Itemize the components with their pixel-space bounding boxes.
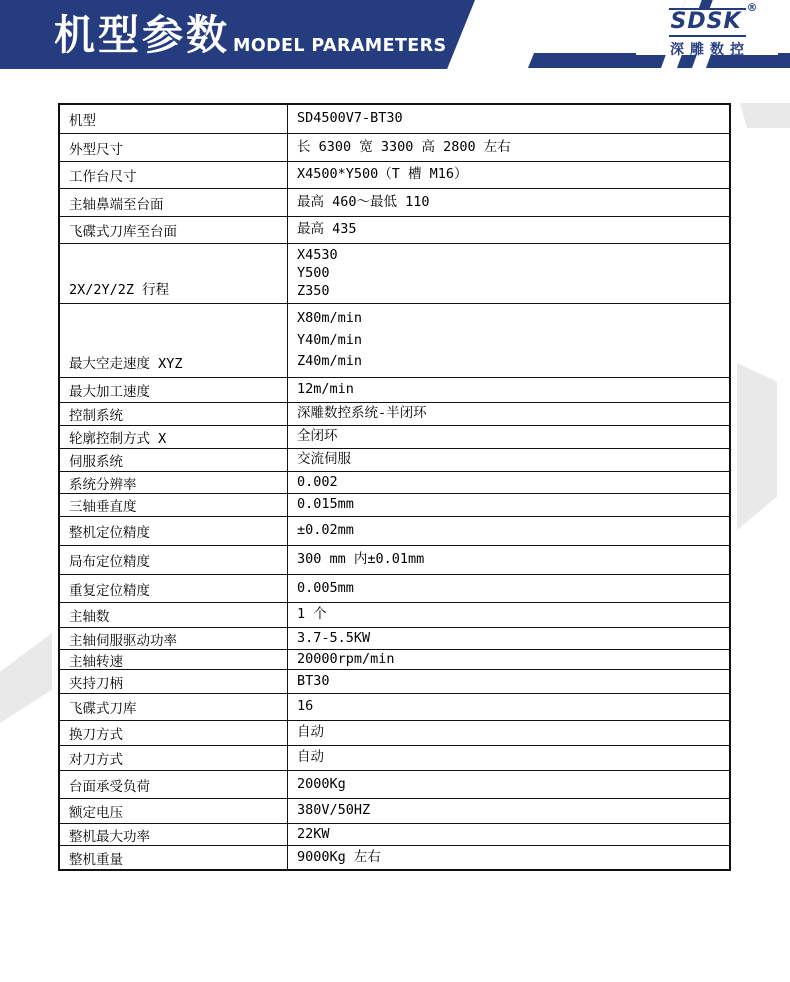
row-value [288, 771, 729, 798]
row-label: 换刀方式 [60, 721, 288, 745]
row-value-line: 12m/min [297, 381, 354, 398]
table-row [60, 628, 729, 650]
row-label: 主轴伺服驱动功率 [60, 628, 288, 649]
table-row [60, 846, 729, 869]
row-label: 三轴垂直度 [60, 494, 288, 516]
row-value [288, 650, 729, 669]
table-row [60, 105, 729, 134]
row-label: 系统分辨率 [60, 472, 288, 493]
row-value-line: 0.002 [297, 473, 338, 490]
table-row [60, 517, 729, 546]
table-row [60, 603, 729, 628]
brand-bar-shape [528, 53, 790, 68]
row-label: 飞碟式刀库至台面 [60, 217, 288, 243]
decor-chevron-right-icon [737, 363, 777, 530]
row-value-line: 最高 435 [297, 221, 357, 238]
table-row [60, 746, 729, 771]
row-label: 最大加工速度 [60, 378, 288, 402]
row-value-line: Y500 [297, 264, 330, 281]
table-row [60, 799, 729, 824]
row-value [288, 162, 729, 188]
row-value [288, 217, 729, 243]
table-row [60, 449, 729, 472]
row-value [288, 603, 729, 627]
table-row [60, 162, 729, 189]
row-value-line: 16 [297, 698, 314, 715]
row-label: 夹持刀柄 [60, 670, 288, 693]
table-row [60, 134, 729, 162]
table-row [60, 824, 729, 846]
row-label: 机型 [60, 105, 288, 133]
row-value [288, 824, 729, 845]
row-label: 额定电压 [60, 799, 288, 823]
row-value [288, 494, 729, 516]
row-value [288, 378, 729, 402]
row-value-line: 380V/50HZ [297, 802, 371, 819]
row-value [288, 799, 729, 823]
row-value [288, 628, 729, 649]
row-value-line: 20000rpm/min [297, 650, 395, 667]
table-row [60, 771, 729, 799]
table-row [60, 721, 729, 746]
row-value [288, 746, 729, 770]
row-value-line: 交流伺服 [297, 451, 351, 468]
row-value-line: 3.7-5.5KW [297, 629, 371, 646]
row-label: 台面承受负荷 [60, 771, 288, 798]
row-value [288, 304, 729, 377]
row-value-line: 1 个 [297, 606, 327, 623]
row-value [288, 403, 729, 425]
row-value [288, 517, 729, 545]
logo-wordmark: SDSK [669, 8, 746, 37]
row-label: 主轴数 [60, 603, 288, 627]
row-label: 对刀方式 [60, 746, 288, 770]
row-label: 主轴鼻端至台面 [60, 189, 288, 216]
row-value-line: 0.005mm [297, 579, 354, 596]
row-label: 主轴转速 [60, 650, 288, 669]
table-row [60, 217, 729, 244]
table-row [60, 244, 729, 304]
brand-subtext: 深雕数控 [670, 42, 750, 58]
row-value-line: 自动 [297, 724, 324, 741]
brand-logo [636, 1, 778, 58]
page-title-en: MODEL PARAMETERS [233, 36, 447, 56]
logo-wordmark-wrap [669, 1, 758, 37]
decor-chevron-left-icon [0, 633, 52, 723]
table-row [60, 378, 729, 403]
row-value-line: X4500*Y500（T 槽 M16） [297, 166, 468, 183]
row-label: 局布定位精度 [60, 546, 288, 574]
row-value-line: Z40m/min [297, 353, 363, 370]
row-label: 整机重量 [60, 846, 288, 869]
decor-gray-block-top-right [740, 103, 790, 128]
row-label: 控制系统 [60, 403, 288, 425]
row-value-line: 300 mm 内±0.01mm [297, 551, 425, 568]
row-value [288, 721, 729, 745]
table-row [60, 426, 729, 449]
table-row [60, 189, 729, 217]
row-value [288, 426, 729, 448]
row-value-line: 全闭环 [297, 428, 338, 445]
table-row [60, 304, 729, 378]
row-value [288, 189, 729, 216]
row-label: 工作台尺寸 [60, 162, 288, 188]
registered-trademark-icon: ® [746, 1, 758, 14]
table-row [60, 472, 729, 494]
row-value-line: Y40m/min [297, 331, 363, 348]
row-value-line: X80m/min [297, 310, 363, 327]
row-value [288, 694, 729, 720]
row-value-line: 9000Kg 左右 [297, 848, 381, 865]
row-label: 外型尺寸 [60, 134, 288, 161]
row-value [288, 134, 729, 161]
row-label: 重复定位精度 [60, 575, 288, 602]
row-value-line: 自动 [297, 749, 324, 766]
table-row [60, 575, 729, 603]
page-title-cn: 机型参数 [54, 11, 230, 59]
row-value-line: 长 6300 宽 3300 高 2800 左右 [297, 138, 511, 155]
row-value [288, 244, 729, 303]
row-value [288, 472, 729, 493]
table-row [60, 494, 729, 517]
row-value-line: BT30 [297, 672, 330, 689]
table-row [60, 546, 729, 575]
row-value [288, 105, 729, 133]
row-label: 伺服系统 [60, 449, 288, 471]
row-value-line: 2000Kg [297, 775, 346, 792]
row-value-line: ±0.02mm [297, 522, 354, 539]
row-value [288, 670, 729, 693]
row-value [288, 575, 729, 602]
row-label: 整机定位精度 [60, 517, 288, 545]
row-value-line: 最高 460～最低 110 [297, 193, 430, 210]
row-label: 2X/2Y/2Z 行程 [60, 244, 288, 303]
row-value-line: X4530 [297, 246, 338, 263]
row-value-line: 深雕数控系统-半闭环 [297, 405, 427, 422]
row-value [288, 546, 729, 574]
row-label: 最大空走速度 XYZ [60, 304, 288, 377]
spec-table [58, 103, 731, 871]
row-label: 整机最大功率 [60, 824, 288, 845]
row-label: 轮廓控制方式 X [60, 426, 288, 448]
table-row [60, 650, 729, 670]
row-label: 飞碟式刀库 [60, 694, 288, 720]
row-value-line: SD4500V7-BT30 [297, 110, 403, 127]
row-value-line: Z350 [297, 282, 330, 299]
row-value-line: 22KW [297, 825, 330, 842]
row-value [288, 846, 729, 869]
row-value [288, 449, 729, 471]
table-row [60, 670, 729, 694]
table-row [60, 694, 729, 721]
row-value-line: 0.015mm [297, 496, 354, 513]
table-row [60, 403, 729, 426]
